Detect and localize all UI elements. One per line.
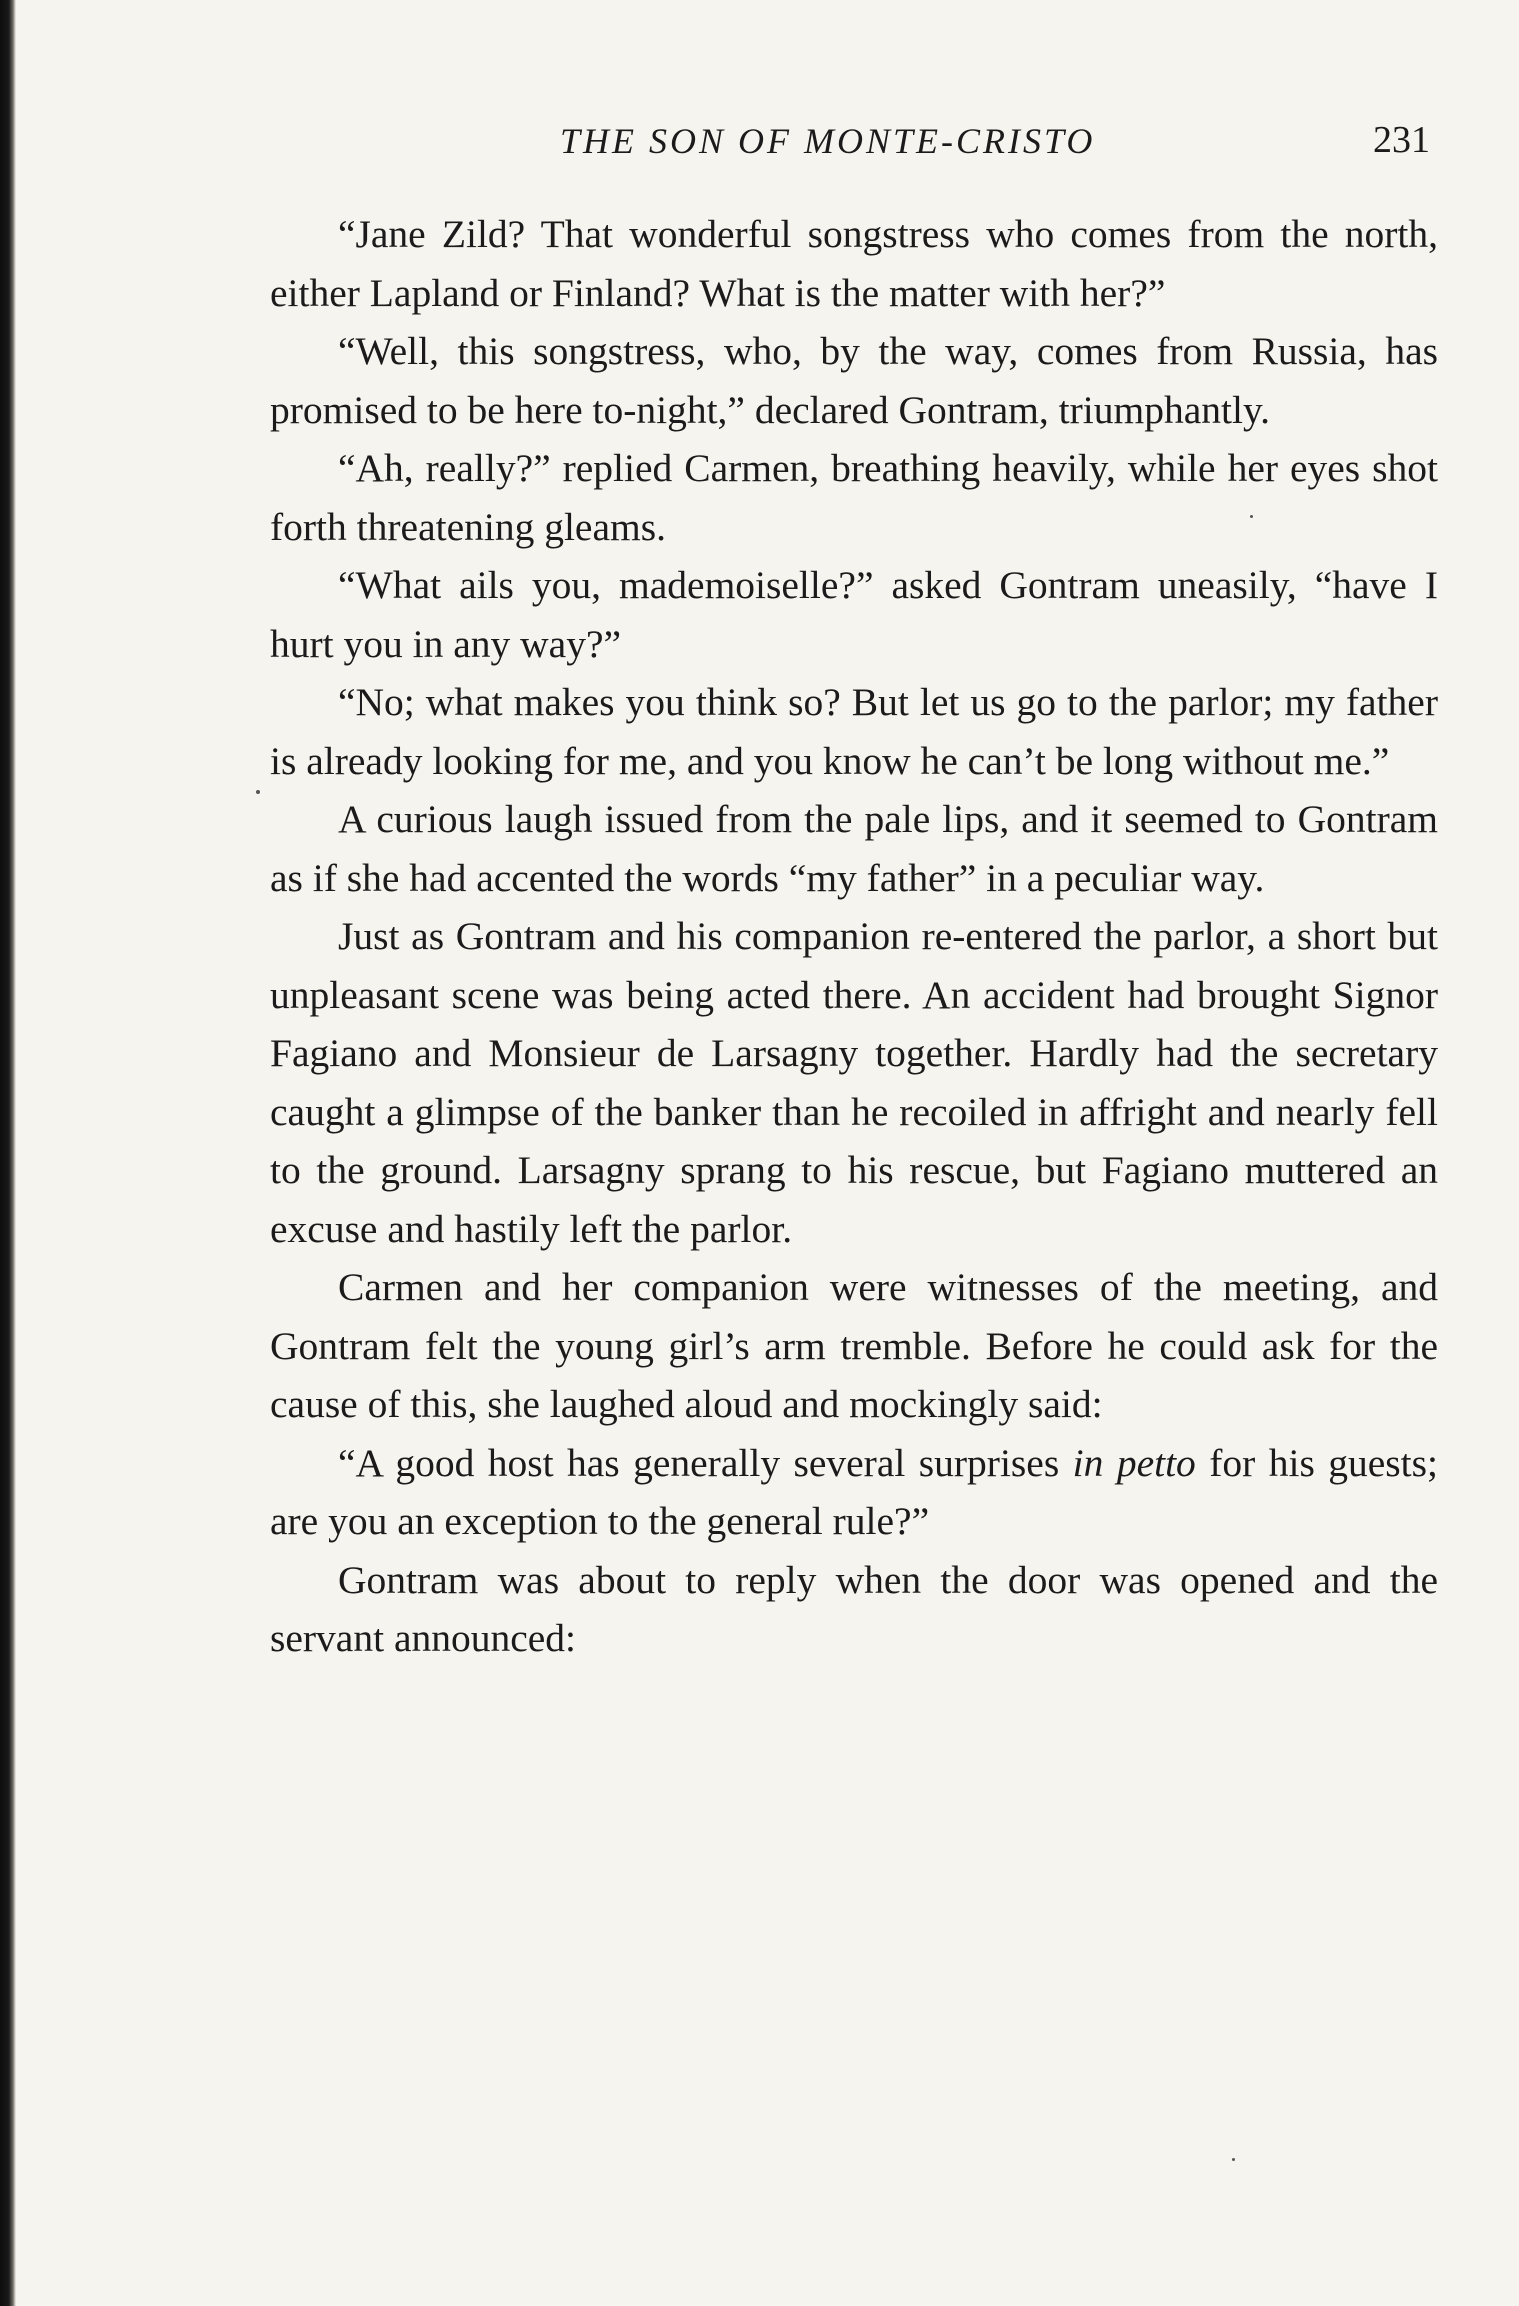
print-speck	[1250, 515, 1253, 518]
paragraph: Gontram was about to reply when the door was opened and the servant announced:	[270, 1557, 1438, 1660]
running-title: THE SON OF MONTE-CRISTO	[560, 121, 1096, 161]
page-number: 231	[1373, 119, 1430, 161]
paragraph: Just as Gontram and his companion re-entered the parlor, a short but unpleasant scene was being acted there. An accident had brought Signor Fagiano and Monsieur de Larsagny together. Hardly had the secretary caught a glimpse of the banker than he recoiled in affright and nearly fell to the ground. Larsagny sprang to his rescue, but Fagiano muttered an excuse and hastily left the parlor.	[270, 914, 1438, 1251]
body-text	[270, 205, 1438, 1668]
paragraph-with-italic	[270, 1434, 1438, 1551]
paragraph-text: for his guests; are you an exception to the general rule?”	[270, 1440, 1438, 1543]
paragraph: “Ah, really?” replied Carmen, breathing heavily, while her eyes shot forth threatening gleams.	[270, 446, 1438, 549]
paragraph: A curious laugh issued from the pale lips, and it seemed to Gontram as if she had accented the words “my father” in a peculiar way.	[270, 797, 1438, 900]
binding-edge	[0, 0, 16, 2306]
print-speck	[1232, 2158, 1235, 2161]
paragraph: Carmen and her companion were witnesses of the meeting, and Gontram felt the young girl’s arm tremble. Before he could ask for the cause of this, she laughed aloud and mockingly said:	[270, 1265, 1438, 1426]
italic-phrase: in petto	[1072, 1440, 1196, 1485]
paragraph: “No; what makes you think so? But let us go to the parlor; my father is already looking for me, and you know he can’t be long without me.”	[270, 680, 1438, 783]
print-speck	[256, 790, 260, 794]
page-header	[270, 118, 1438, 178]
paragraph: “Well, this songstress, who, by the way, comes from Russia, has promised to be here to-night,” declared Gontram, triumphantly.	[270, 329, 1438, 432]
paragraph-text: “A good host has generally several surprises	[338, 1440, 1073, 1485]
paragraph: “Jane Zild? That wonderful songstress who comes from the north, either Lapland or Finland? What is the matter with her?”	[270, 212, 1438, 315]
paragraph: “What ails you, mademoiselle?” asked Gontram uneasily, “have I hurt you in any way?”	[270, 563, 1438, 666]
